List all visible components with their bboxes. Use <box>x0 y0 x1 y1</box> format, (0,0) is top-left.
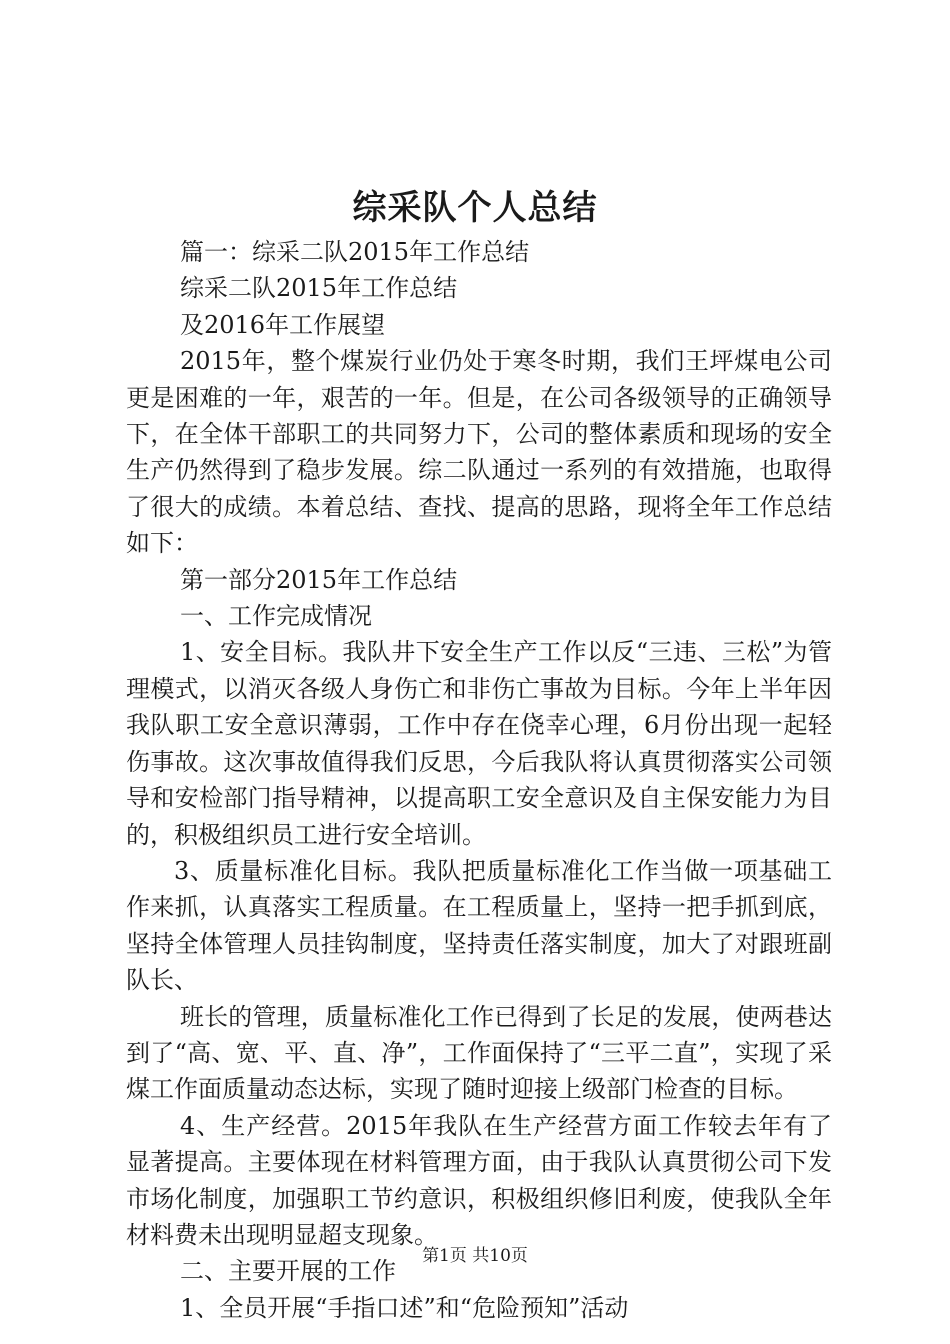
paragraph-part-one-heading: 第一部分2015年工作总结 <box>180 565 458 594</box>
paragraph-intro: 2015年，整个煤炭行业仍处于寒冬时期，我们王坪煤电公司更是困难的一年，艰苦的一年。但是，在公司各级领导的正确领导下，在全体干部职工的共同努力下，公司的整体素质和现场的安全生产仍然得到了稳步发展。综二队通过一系列的有效措施，也取得了很大的成绩。本着总结、查找、提高的思路，现将全年工作总结如下： <box>126 347 832 558</box>
page-number-footer: 第1页 共10页 <box>422 1246 528 1266</box>
paragraph-report-subtitle: 及2016年工作展望 <box>180 310 386 339</box>
paragraph-quality-target: 3、质量标准化目标。我队把质量标准化工作当做一项基础工作来抓，认真落实工程质量。在工程质量上，坚持一把手抓到底，坚持全体管理人员挂钩制度，坚持责任落实制度，加大了对跟班副队长、 <box>126 856 832 995</box>
paragraph-activity-item: 1、全员开展“手指口述”和“危险预知”活动 <box>180 1293 629 1322</box>
paragraph-section-two-heading: 二、主要开展的工作 <box>180 1257 396 1286</box>
document-title: 综采队个人总结 <box>352 188 598 228</box>
paragraph-production-operation: 4、生产经营。2015年我队在生产经营方面工作较去年有了显著提高。主要体现在材料管理方面，由于我队认真贯彻公司下发市场化制度，加强职工节约意识，积极组织修旧利废，使我队全年材料费未出现明显超支现象。 <box>126 1111 832 1249</box>
paragraph-chapter-heading: 篇一：综采二队2015年工作总结 <box>180 238 530 266</box>
paragraph-report-title: 综采二队2015年工作总结 <box>180 274 458 303</box>
paragraph-quality-continued: 班长的管理，质量标准化工作已得到了长足的发展，使两巷达到了“高、宽、平、直、净”，工作面保持了“三平二直”，实现了采煤工作面质量动态达标，实现了随时迎接上级部门检查的目标。 <box>126 1002 832 1104</box>
paragraph-section-one-heading: 一、工作完成情况 <box>180 602 372 631</box>
document-body <box>126 234 832 1326</box>
paragraph-safety-target: 1、安全目标。我队井下安全生产工作以反“三违、三松”为管理模式，以消灭各级人身伤亡和非伤亡事故为目标。今年上半年因我队职工安全意识薄弱，工作中存在侥幸心理，6月份出现一起轻伤事故。这次事故值得我们反思，今后我队将认真贯彻落实公司领导和安检部门指导精神，以提高职工安全意识及自主保安能力为目的，积极组织员工进行安全培训。 <box>126 638 832 849</box>
